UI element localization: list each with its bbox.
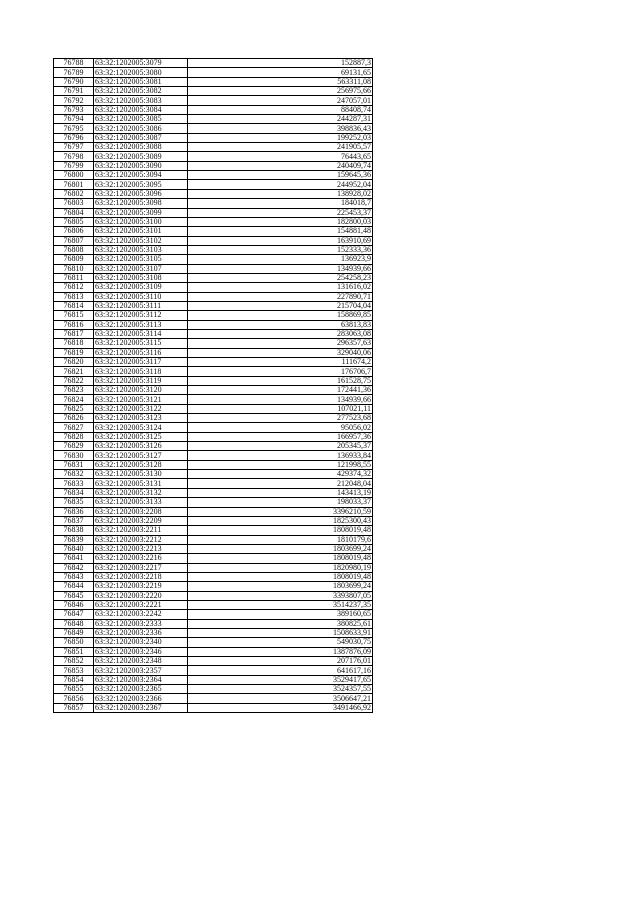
- cadastral-number-cell: 63:32:1202003:2365: [94, 685, 188, 694]
- cadastral-value-cell: 1808019,48: [188, 572, 373, 581]
- row-number-cell: 76826: [54, 414, 94, 423]
- table-row: [54, 105, 373, 114]
- row-number-cell: 76807: [54, 236, 94, 245]
- row-number-cell: 76804: [54, 208, 94, 217]
- cadastral-number-cell: 63:32:1202005:3083: [94, 96, 188, 105]
- cadastral-value-cell: 1808019,48: [188, 526, 373, 535]
- cadastral-number-cell: 63:32:1202005:3123: [94, 414, 188, 423]
- row-number-cell: 76824: [54, 395, 94, 404]
- row-number-cell: 76810: [54, 264, 94, 273]
- table-row: [54, 180, 373, 189]
- row-number-cell: 76838: [54, 526, 94, 535]
- cadastral-value-cell: 1387876,09: [188, 647, 373, 656]
- cadastral-number-cell: 63:32:1202005:3111: [94, 301, 188, 310]
- row-number-cell: 76803: [54, 199, 94, 208]
- table-row: [54, 133, 373, 142]
- cadastral-value-cell: 198033,37: [188, 498, 373, 507]
- cadastral-value-cell: 111674,2: [188, 358, 373, 367]
- row-number-cell: 76794: [54, 115, 94, 124]
- cadastral-value-cell: 256975,66: [188, 87, 373, 96]
- row-number-cell: 76828: [54, 432, 94, 441]
- cadastral-value-cell: 398836,43: [188, 124, 373, 133]
- cadastral-number-cell: 63:32:1202005:3130: [94, 470, 188, 479]
- table-row: [54, 96, 373, 105]
- cadastral-number-cell: 63:32:1202005:3133: [94, 498, 188, 507]
- cadastral-value-cell: 152333,36: [188, 245, 373, 254]
- cadastral-value-cell: 207176,01: [188, 657, 373, 666]
- table-row: [54, 460, 373, 469]
- cadastral-value-cell: 3506647,21: [188, 694, 373, 703]
- cadastral-number-cell: 63:32:1202005:3110: [94, 292, 188, 301]
- cadastral-number-cell: 63:32:1202005:3117: [94, 358, 188, 367]
- cadastral-value-cell: 69131,65: [188, 68, 373, 77]
- cadastral-number-cell: 63:32:1202005:3080: [94, 68, 188, 77]
- table-row: [54, 189, 373, 198]
- cadastral-value-cell: 641617,16: [188, 666, 373, 675]
- cadastral-value-cell: 3491466,92: [188, 703, 373, 712]
- cadastral-number-cell: 63:32:1202005:3127: [94, 451, 188, 460]
- cadastral-value-cell: 244952,04: [188, 180, 373, 189]
- cadastral-value-cell: 134939,66: [188, 264, 373, 273]
- table-row: [54, 423, 373, 432]
- table-row: [54, 591, 373, 600]
- table-row: [54, 442, 373, 451]
- table-row: [54, 628, 373, 637]
- cadastral-value-cell: 134939,66: [188, 395, 373, 404]
- cadastral-number-cell: 63:32:1202003:2217: [94, 563, 188, 572]
- table-row: [54, 507, 373, 516]
- cadastral-number-cell: 63:32:1202003:2208: [94, 507, 188, 516]
- row-number-cell: 76816: [54, 320, 94, 329]
- row-number-cell: 76851: [54, 647, 94, 656]
- cadastral-number-cell: 63:32:1202003:2366: [94, 694, 188, 703]
- cadastral-number-cell: 63:32:1202003:2219: [94, 582, 188, 591]
- row-number-cell: 76822: [54, 376, 94, 385]
- table-row: [54, 292, 373, 301]
- table-row: [54, 217, 373, 226]
- cadastral-value-cell: 1508633,91: [188, 628, 373, 637]
- row-number-cell: 76790: [54, 77, 94, 86]
- row-number-cell: 76837: [54, 516, 94, 525]
- cadastral-value-cell: 215704,04: [188, 301, 373, 310]
- row-number-cell: 76806: [54, 227, 94, 236]
- row-number-cell: 76840: [54, 544, 94, 553]
- cadastral-value-cell: 283063,08: [188, 329, 373, 338]
- cadastral-number-cell: 63:32:1202005:3098: [94, 199, 188, 208]
- cadastral-number-cell: 63:32:1202005:3118: [94, 367, 188, 376]
- table-row: [54, 451, 373, 460]
- table-row: [54, 59, 373, 68]
- cadastral-number-cell: 63:32:1202003:2213: [94, 544, 188, 553]
- cadastral-value-cell: 205345,37: [188, 442, 373, 451]
- table-row: [54, 283, 373, 292]
- cadastral-value-cell: 121998,55: [188, 460, 373, 469]
- table-row: [54, 657, 373, 666]
- row-number-cell: 76802: [54, 189, 94, 198]
- cadastral-value-cell: 163910,69: [188, 236, 373, 245]
- row-number-cell: 76855: [54, 685, 94, 694]
- table-row: [54, 666, 373, 675]
- cadastral-value-cell: 166957,36: [188, 432, 373, 441]
- row-number-cell: 76854: [54, 675, 94, 684]
- row-number-cell: 76797: [54, 143, 94, 152]
- cadastral-number-cell: 63:32:1202003:2221: [94, 600, 188, 609]
- row-number-cell: 76815: [54, 311, 94, 320]
- cadastral-number-cell: 63:32:1202003:2340: [94, 638, 188, 647]
- row-number-cell: 76800: [54, 171, 94, 180]
- row-number-cell: 76791: [54, 87, 94, 96]
- row-number-cell: 76817: [54, 329, 94, 338]
- table-row: [54, 600, 373, 609]
- cadastral-number-cell: 63:32:1202005:3085: [94, 115, 188, 124]
- cadastral-value-cell: 244287,31: [188, 115, 373, 124]
- cadastral-number-cell: 63:32:1202005:3114: [94, 329, 188, 338]
- cadastral-number-cell: 63:32:1202005:3128: [94, 460, 188, 469]
- row-number-cell: 76849: [54, 628, 94, 637]
- row-number-cell: 76839: [54, 535, 94, 544]
- table-row: [54, 339, 373, 348]
- cadastral-value-cell: 3396210,59: [188, 507, 373, 516]
- table-row: [54, 161, 373, 170]
- table-row: [54, 348, 373, 357]
- cadastral-number-cell: 63:32:1202005:3112: [94, 311, 188, 320]
- cadastral-number-cell: 63:32:1202005:3082: [94, 87, 188, 96]
- cadastral-number-cell: 63:32:1202005:3119: [94, 376, 188, 385]
- table-row: [54, 703, 373, 712]
- cadastral-number-cell: 63:32:1202003:2364: [94, 675, 188, 684]
- table-row: [54, 414, 373, 423]
- cadastral-number-cell: 63:32:1202005:3088: [94, 143, 188, 152]
- row-number-cell: 76809: [54, 255, 94, 264]
- cadastral-number-cell: 63:32:1202003:2216: [94, 554, 188, 563]
- cadastral-number-cell: 63:32:1202003:2348: [94, 657, 188, 666]
- table-row: [54, 245, 373, 254]
- row-number-cell: 76850: [54, 638, 94, 647]
- row-number-cell: 76834: [54, 488, 94, 497]
- row-number-cell: 76836: [54, 507, 94, 516]
- cadastral-number-cell: 63:32:1202003:2367: [94, 703, 188, 712]
- cadastral-number-cell: 63:32:1202005:3105: [94, 255, 188, 264]
- row-number-cell: 76845: [54, 591, 94, 600]
- table-row: [54, 376, 373, 385]
- cadastral-number-cell: 63:32:1202003:2242: [94, 610, 188, 619]
- table-row: [54, 115, 373, 124]
- table-row: [54, 526, 373, 535]
- table-row: [54, 516, 373, 525]
- cadastral-number-cell: 63:32:1202005:3125: [94, 432, 188, 441]
- cadastral-value-cell: 176706,7: [188, 367, 373, 376]
- cadastral-value-cell: 107021,11: [188, 404, 373, 413]
- row-number-cell: 76831: [54, 460, 94, 469]
- cadastral-value-cell: 3529417,65: [188, 675, 373, 684]
- cadastral-value-cell: 88408,74: [188, 105, 373, 114]
- cadastral-number-cell: 63:32:1202005:3113: [94, 320, 188, 329]
- cadastral-value-cell: 389160,65: [188, 610, 373, 619]
- row-number-cell: 76819: [54, 348, 94, 357]
- row-number-cell: 76799: [54, 161, 94, 170]
- cadastral-number-cell: 63:32:1202005:3132: [94, 488, 188, 497]
- row-number-cell: 76814: [54, 301, 94, 310]
- cadastral-value-cell: 161528,75: [188, 376, 373, 385]
- cadastral-value-cell: 131616,02: [188, 283, 373, 292]
- cadastral-value-cell: 227890,71: [188, 292, 373, 301]
- table-row: [54, 395, 373, 404]
- cadastral-number-cell: 63:32:1202003:2212: [94, 535, 188, 544]
- cadastral-value-cell: 63813,83: [188, 320, 373, 329]
- table-row: [54, 68, 373, 77]
- cadastral-value-cell: 1803699,24: [188, 582, 373, 591]
- table-row: [54, 301, 373, 310]
- cadastral-number-cell: 63:32:1202005:3122: [94, 404, 188, 413]
- table-row: [54, 386, 373, 395]
- row-number-cell: 76829: [54, 442, 94, 451]
- cadastral-value-cell: 76443,65: [188, 152, 373, 161]
- row-number-cell: 76811: [54, 273, 94, 282]
- cadastral-value-cell: 1810179,6: [188, 535, 373, 544]
- table-row: [54, 227, 373, 236]
- row-number-cell: 76789: [54, 68, 94, 77]
- cadastral-number-cell: 63:32:1202003:2211: [94, 526, 188, 535]
- cadastral-number-cell: 63:32:1202005:3089: [94, 152, 188, 161]
- row-number-cell: 76821: [54, 367, 94, 376]
- table-row: [54, 208, 373, 217]
- row-number-cell: 76853: [54, 666, 94, 675]
- row-number-cell: 76795: [54, 124, 94, 133]
- row-number-cell: 76805: [54, 217, 94, 226]
- table-row: [54, 479, 373, 488]
- cadastral-number-cell: 63:32:1202005:3124: [94, 423, 188, 432]
- cadastral-value-cell: 95056,02: [188, 423, 373, 432]
- table-row: [54, 77, 373, 86]
- cadastral-number-cell: 63:32:1202005:3086: [94, 124, 188, 133]
- row-number-cell: 76852: [54, 657, 94, 666]
- cadastral-number-cell: 63:32:1202003:2218: [94, 572, 188, 581]
- cadastral-number-cell: 63:32:1202005:3131: [94, 479, 188, 488]
- cadastral-number-cell: 63:32:1202005:3121: [94, 395, 188, 404]
- row-number-cell: 76813: [54, 292, 94, 301]
- row-number-cell: 76796: [54, 133, 94, 142]
- cadastral-number-cell: 63:32:1202005:3095: [94, 180, 188, 189]
- cadastral-value-cell: 136933,84: [188, 451, 373, 460]
- cadastral-value-cell: 3393807,05: [188, 591, 373, 600]
- table-row: [54, 143, 373, 152]
- row-number-cell: 76793: [54, 105, 94, 114]
- table-row: [54, 498, 373, 507]
- table-row: [54, 255, 373, 264]
- cadastral-number-cell: 63:32:1202003:2333: [94, 619, 188, 628]
- cadastral-number-cell: 63:32:1202005:3081: [94, 77, 188, 86]
- table-row: [54, 647, 373, 656]
- table-row: [54, 199, 373, 208]
- cadastral-number-cell: 63:32:1202005:3084: [94, 105, 188, 114]
- row-number-cell: 76856: [54, 694, 94, 703]
- row-number-cell: 76812: [54, 283, 94, 292]
- cadastral-number-cell: 63:32:1202005:3094: [94, 171, 188, 180]
- cadastral-value-cell: 563311,08: [188, 77, 373, 86]
- row-number-cell: 76825: [54, 404, 94, 413]
- cadastral-number-cell: 63:32:1202005:3116: [94, 348, 188, 357]
- row-number-cell: 76846: [54, 600, 94, 609]
- row-number-cell: 76847: [54, 610, 94, 619]
- cadastral-number-cell: 63:32:1202005:3087: [94, 133, 188, 142]
- row-number-cell: 76830: [54, 451, 94, 460]
- row-number-cell: 76818: [54, 339, 94, 348]
- cadastral-value-cell: 159645,36: [188, 171, 373, 180]
- row-number-cell: 76843: [54, 572, 94, 581]
- row-number-cell: 76848: [54, 619, 94, 628]
- cadastral-value-cell: 199252,03: [188, 133, 373, 142]
- table-row: [54, 582, 373, 591]
- table-row: [54, 171, 373, 180]
- cadastral-number-cell: 63:32:1202005:3120: [94, 386, 188, 395]
- table-row: [54, 329, 373, 338]
- table-row: [54, 554, 373, 563]
- table-row: [54, 358, 373, 367]
- table-row: [54, 470, 373, 479]
- table-row: [54, 694, 373, 703]
- cadastral-number-cell: 63:32:1202003:2346: [94, 647, 188, 656]
- cadastral-value-cell: 212048,04: [188, 479, 373, 488]
- cadastral-number-cell: 63:32:1202005:3115: [94, 339, 188, 348]
- row-number-cell: 76857: [54, 703, 94, 712]
- cadastral-number-cell: 63:32:1202005:3096: [94, 189, 188, 198]
- cadastral-value-cell: 184018,7: [188, 199, 373, 208]
- table-row: [54, 544, 373, 553]
- cadastral-value-cell: 152887,3: [188, 59, 373, 68]
- row-number-cell: 76820: [54, 358, 94, 367]
- table-row: [54, 404, 373, 413]
- cadastral-value-cell: 172441,36: [188, 386, 373, 395]
- table-row: [54, 124, 373, 133]
- row-number-cell: 76808: [54, 245, 94, 254]
- cadastral-number-cell: 63:32:1202005:3090: [94, 161, 188, 170]
- table-row: [54, 619, 373, 628]
- table-row: [54, 367, 373, 376]
- cadastral-value-cell: 429374,32: [188, 470, 373, 479]
- table-row: [54, 572, 373, 581]
- row-number-cell: 76801: [54, 180, 94, 189]
- cadastral-number-cell: 63:32:1202005:3079: [94, 59, 188, 68]
- cadastral-value-cell: 158869,85: [188, 311, 373, 320]
- table-row: [54, 273, 373, 282]
- table-row: [54, 320, 373, 329]
- cadastral-value-cell: 143413,19: [188, 488, 373, 497]
- row-number-cell: 76835: [54, 498, 94, 507]
- cadastral-value-table: [53, 58, 373, 713]
- cadastral-value-cell: 138928,02: [188, 189, 373, 198]
- table-row: [54, 264, 373, 273]
- row-number-cell: 76844: [54, 582, 94, 591]
- table-row: [54, 675, 373, 684]
- cadastral-value-cell: 1825300,43: [188, 516, 373, 525]
- cadastral-number-cell: 63:32:1202003:2209: [94, 516, 188, 525]
- cadastral-value-cell: 136923,9: [188, 255, 373, 264]
- cadastral-number-cell: 63:32:1202003:2357: [94, 666, 188, 675]
- cadastral-value-cell: 182800,03: [188, 217, 373, 226]
- table-row: [54, 87, 373, 96]
- cadastral-value-cell: 3524357,55: [188, 685, 373, 694]
- cadastral-value-cell: 329040,06: [188, 348, 373, 357]
- cadastral-value-cell: 1820980,19: [188, 563, 373, 572]
- table-row: [54, 432, 373, 441]
- cadastral-value-cell: 549030,75: [188, 638, 373, 647]
- cadastral-value-cell: 254258,23: [188, 273, 373, 282]
- cadastral-value-cell: 1808019,48: [188, 554, 373, 563]
- row-number-cell: 76841: [54, 554, 94, 563]
- table-row: [54, 563, 373, 572]
- row-number-cell: 76832: [54, 470, 94, 479]
- row-number-cell: 76823: [54, 386, 94, 395]
- table-row: [54, 311, 373, 320]
- row-number-cell: 76833: [54, 479, 94, 488]
- cadastral-number-cell: 63:32:1202005:3107: [94, 264, 188, 273]
- cadastral-number-cell: 63:32:1202003:2220: [94, 591, 188, 600]
- cadastral-value-cell: 296357,63: [188, 339, 373, 348]
- row-number-cell: 76798: [54, 152, 94, 161]
- cadastral-number-cell: 63:32:1202005:3109: [94, 283, 188, 292]
- cadastral-number-cell: 63:32:1202005:3102: [94, 236, 188, 245]
- cadastral-number-cell: 63:32:1202005:3126: [94, 442, 188, 451]
- cadastral-value-cell: 241905,57: [188, 143, 373, 152]
- table-body: [54, 59, 373, 713]
- cadastral-number-cell: 63:32:1202005:3100: [94, 217, 188, 226]
- cadastral-number-cell: 63:32:1202005:3099: [94, 208, 188, 217]
- table-row: [54, 685, 373, 694]
- table-row: [54, 610, 373, 619]
- cadastral-value-cell: 277523,68: [188, 414, 373, 423]
- row-number-cell: 76788: [54, 59, 94, 68]
- row-number-cell: 76827: [54, 423, 94, 432]
- cadastral-value-cell: 247057,01: [188, 96, 373, 105]
- cadastral-value-cell: 1803699,24: [188, 544, 373, 553]
- cadastral-number-cell: 63:32:1202005:3108: [94, 273, 188, 282]
- row-number-cell: 76792: [54, 96, 94, 105]
- cadastral-value-cell: 225453,37: [188, 208, 373, 217]
- table-row: [54, 236, 373, 245]
- table-row: [54, 535, 373, 544]
- cadastral-number-cell: 63:32:1202003:2336: [94, 628, 188, 637]
- cadastral-value-cell: 3514237,35: [188, 600, 373, 609]
- cadastral-value-cell: 240409,74: [188, 161, 373, 170]
- cadastral-value-cell: 154881,48: [188, 227, 373, 236]
- cadastral-value-cell: 380825,61: [188, 619, 373, 628]
- table-row: [54, 488, 373, 497]
- row-number-cell: 76842: [54, 563, 94, 572]
- table-row: [54, 152, 373, 161]
- cadastral-number-cell: 63:32:1202005:3103: [94, 245, 188, 254]
- cadastral-number-cell: 63:32:1202005:3101: [94, 227, 188, 236]
- table-row: [54, 638, 373, 647]
